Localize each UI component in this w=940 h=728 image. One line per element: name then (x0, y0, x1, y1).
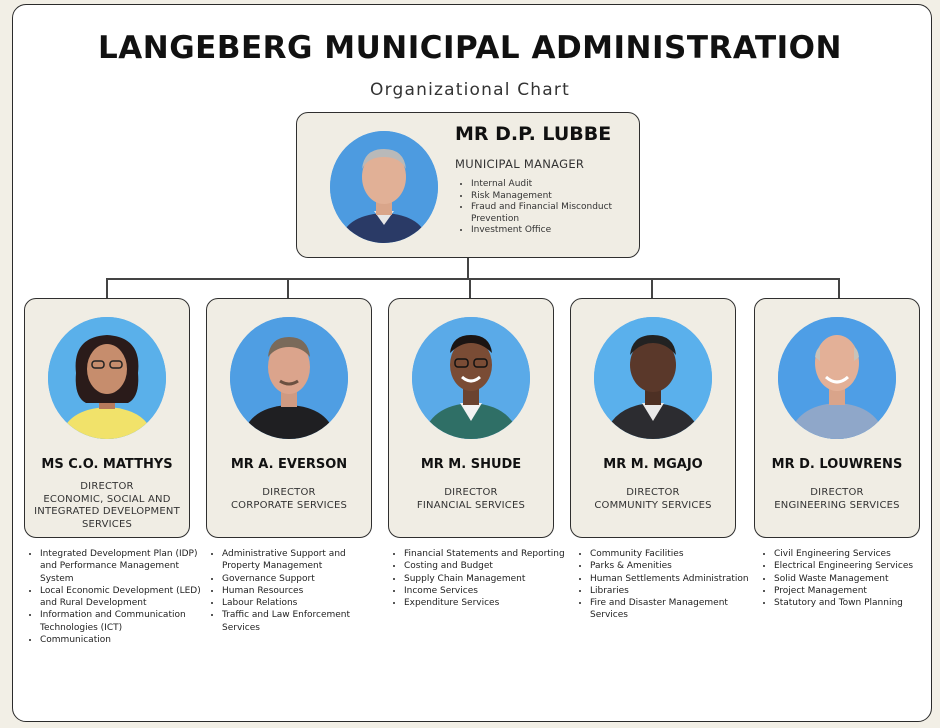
connector-dir-5 (838, 278, 840, 298)
page-subtitle: Organizational Chart (370, 80, 570, 100)
director-duties-1 (26, 548, 210, 646)
list-item: • Human Resources (222, 585, 374, 597)
list-item: • Income Services (404, 585, 580, 597)
list-item: • Fraud and Financial Misconduct Prevention (471, 202, 647, 225)
page-title: LANGEBERG MUNICIPAL ADMINISTRATION (98, 30, 842, 66)
manager-box (296, 112, 640, 258)
director-photo-2 (230, 317, 348, 439)
director-title-4: DIRECTOR COMMUNITY SERVICES (594, 487, 712, 511)
list-item: • Administrative Support and Property Management (222, 548, 374, 573)
director-name-3: MR M. SHUDE (420, 457, 522, 472)
list-item: • Expenditure Services (404, 597, 580, 609)
list-item: • Civil Engineering Services (774, 548, 934, 560)
director-box-2 (206, 298, 372, 538)
director-title-1: DIRECTOR ECONOMIC, SOCIAL AND INTEGRATED DEVELOPMENT SERVICES (34, 481, 180, 530)
director-title-3: DIRECTOR FINANCIAL SERVICES (416, 487, 526, 511)
director-photo-1 (48, 317, 166, 439)
manager-role: MUNICIPAL MANAGER (455, 157, 585, 171)
list-item: • Fire and Disaster Management Services (590, 597, 766, 622)
list-item: • Statutory and Town Planning (774, 597, 934, 609)
manager-photo (330, 131, 438, 243)
list-item: • Electrical Engineering Services (774, 560, 934, 572)
director-title-5: DIRECTOR ENGINEERING SERVICES (774, 487, 900, 511)
director-photo-4 (594, 317, 712, 439)
director-duties-5 (760, 548, 934, 609)
list-item: • Financial Statements and Reporting (404, 548, 580, 560)
connector-horizontal (106, 278, 840, 280)
director-title-2: DIRECTOR CORPORATE SERVICES (230, 487, 348, 511)
list-item: • Information and Communication Technologies (ICT) (40, 609, 210, 634)
list-item: • Parks & Amenities (590, 560, 766, 572)
director-name-5: MR D. LOUWRENS (771, 457, 903, 472)
manager-name: MR D.P. LUBBE (455, 123, 612, 145)
connector-dir-3 (469, 278, 471, 298)
list-item: • Investment Office (471, 225, 647, 237)
list-item: • Supply Chain Management (404, 573, 580, 585)
list-item: • Integrated Development Plan (IDP) and Performance Management System (40, 548, 210, 585)
director-duties-2 (208, 548, 374, 634)
director-box-4 (570, 298, 736, 538)
list-item: • Community Facilities (590, 548, 766, 560)
director-name-2: MR A. EVERSON (230, 457, 348, 472)
connector-dir-2 (287, 278, 289, 298)
list-item: • Risk Management (471, 191, 647, 203)
list-item: • Libraries (590, 585, 766, 597)
list-item: • Solid Waste Management (774, 573, 934, 585)
director-duties-3 (390, 548, 580, 609)
list-item: • Communication (40, 634, 210, 646)
list-item: • Local Economic Development (LED) and Rural Development (40, 585, 210, 610)
list-item: • Internal Audit (471, 179, 647, 191)
manager-duties (455, 179, 647, 237)
list-item: • Traffic and Law Enforcement Services (222, 609, 374, 634)
list-item: • Governance Support (222, 573, 374, 585)
director-photo-5 (778, 317, 896, 439)
director-box-1 (24, 298, 190, 538)
director-box-5 (754, 298, 920, 538)
director-name-4: MR M. MGAJO (603, 457, 703, 472)
director-duties-4 (576, 548, 766, 622)
director-name-1: MS C.O. MATTHYS (41, 457, 173, 472)
director-photo-3 (412, 317, 530, 439)
list-item: • Costing and Budget (404, 560, 580, 572)
list-item: • Human Settlements Administration (590, 573, 766, 585)
list-item: • Project Management (774, 585, 934, 597)
list-item: • Labour Relations (222, 597, 374, 609)
connector-manager-down (467, 258, 469, 278)
director-box-3 (388, 298, 554, 538)
connector-dir-1 (106, 278, 108, 298)
connector-dir-4 (651, 278, 653, 298)
